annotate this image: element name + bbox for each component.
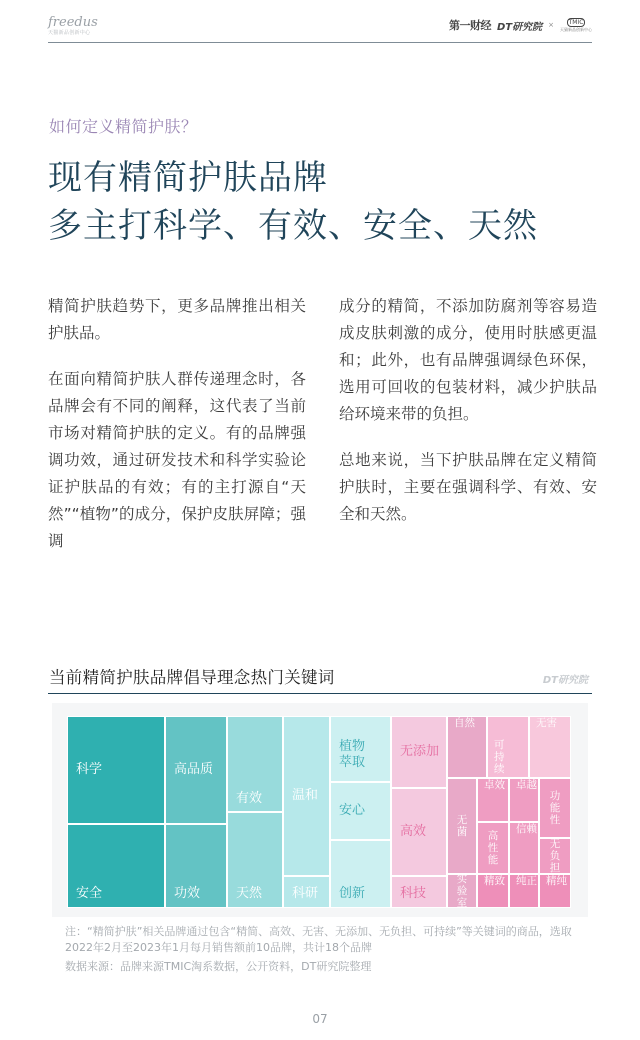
paragraph: 在面向精简护肤人群传递理念时，各品牌会有不同的阐释，这代表了当前市场对精简护肤的定义。有的品牌强调功效，通过研发技术和科学实验论证护肤品的有效；有的主打源自“天然”“植物”的成分，保护皮肤屏障；强调 xyxy=(48,370,306,550)
dt-logo: DT研究院 xyxy=(497,21,543,33)
treemap-cell xyxy=(227,716,283,812)
treemap-cell xyxy=(529,716,571,778)
treemap-label: 功效 xyxy=(174,886,201,901)
treemap-cell xyxy=(539,778,571,838)
page-header xyxy=(0,0,640,44)
treemap-cell xyxy=(539,838,571,874)
keyword-treemap xyxy=(67,716,571,908)
treemap-cell xyxy=(487,716,529,778)
treemap-label: 无负担 xyxy=(549,838,561,874)
paragraph: 精简护肤趋势下，更多品牌推出相关护肤品。 xyxy=(48,297,306,342)
treemap-cell xyxy=(330,716,391,782)
treemap-cell xyxy=(67,824,165,908)
treemap-cell xyxy=(477,822,509,874)
treemap-cell xyxy=(283,876,330,908)
treemap-label: 可持续 xyxy=(494,739,505,775)
treemap-cell xyxy=(391,716,447,788)
treemap-label: 科学 xyxy=(76,762,103,777)
treemap-label: 高性能 xyxy=(487,830,499,866)
chart-divider xyxy=(48,693,592,694)
treemap-cell xyxy=(165,716,227,824)
title-line-2: 多主打科学、有效、安全、天然 xyxy=(48,206,538,246)
section-kicker: 如何定义精简护肤？ xyxy=(49,117,198,136)
treemap-cell xyxy=(330,782,391,840)
page-title xyxy=(48,154,538,250)
treemap-label: 高效 xyxy=(400,824,427,839)
chart-notes xyxy=(65,924,585,978)
treemap-label: 无菌 xyxy=(456,814,468,838)
treemap-cell xyxy=(391,876,447,908)
tmic-logo: TMIC 天猫新品创新中心 xyxy=(560,19,592,32)
treemap-label: 科研 xyxy=(292,886,319,901)
page-number: 07 xyxy=(312,1012,328,1026)
chart-note: 注：“精简护肤”相关品牌通过包含“精简、高效、无害、无添加、无负担、可持续”等关键词的商品，选取2022年2月至2023年1月每月销售额前10品牌，共计18个品牌 xyxy=(65,925,572,954)
treemap-label: 无害 xyxy=(536,717,557,729)
chart-source: 数据来源：品牌来源TMIC淘系数据，公开资料，DT研究院整理 xyxy=(65,960,372,973)
body-column-left xyxy=(48,293,306,574)
body-column-right xyxy=(339,293,597,547)
treemap-label: 卓效 xyxy=(484,779,505,791)
treemap-cell xyxy=(509,778,539,822)
treemap-cell xyxy=(477,778,509,822)
treemap-cell xyxy=(447,716,487,778)
treemap-label: 安心 xyxy=(339,803,366,818)
treemap-label: 有效 xyxy=(236,791,263,806)
treemap-cell xyxy=(391,788,447,876)
title-line-1: 现有精简护肤品牌 xyxy=(48,158,328,198)
treemap-label: 科技 xyxy=(400,886,427,901)
header-divider xyxy=(48,42,592,43)
treemap-label: 温和 xyxy=(292,788,319,803)
treemap-label: 卓越 xyxy=(516,779,537,791)
treemap-cell xyxy=(330,840,391,908)
treemap-cell xyxy=(447,874,477,908)
treemap-label: 无添加 xyxy=(400,744,440,759)
treemap-cell xyxy=(165,824,227,908)
freedus-logo: freedus 天猫新品创新中心 xyxy=(48,15,98,36)
treemap-label: 实验室 xyxy=(456,873,468,909)
treemap-label: 植物萃取 xyxy=(339,739,366,770)
treemap-label: 信赖 xyxy=(516,823,537,835)
paragraph: 总地来说，当下护肤品牌在定义精简护肤时，主要在强调科学、有效、安全和天然。 xyxy=(339,451,597,523)
treemap-label: 精纯 xyxy=(546,875,567,887)
paragraph: 成分的精简，不添加防腐剂等容易造成皮肤刺激的成分，使用时肤感更温和；此外，也有品牌强调绿色环保，选用可回收的包装材料，减少护肤品给环境来带的负担。 xyxy=(339,297,597,423)
treemap-cell xyxy=(539,874,571,908)
chart-title: 当前精简护肤品牌倡导理念热门关键词 xyxy=(49,668,335,687)
treemap-label: 创新 xyxy=(339,886,366,901)
treemap-cell xyxy=(227,812,283,908)
treemap-label: 安全 xyxy=(76,886,103,901)
treemap-label: 天然 xyxy=(236,886,263,901)
treemap-cell xyxy=(477,874,509,908)
partner-logos xyxy=(449,17,592,33)
treemap-label: 功能性 xyxy=(549,790,561,826)
treemap-label: 自然 xyxy=(454,717,475,729)
treemap-cell xyxy=(509,822,539,874)
chart-brand-watermark: DT研究院 xyxy=(542,675,588,686)
treemap-cell xyxy=(447,778,477,874)
treemap-label: 高品质 xyxy=(174,762,214,777)
separator-icon: × xyxy=(548,21,554,29)
treemap-cell xyxy=(67,716,165,824)
treemap-label: 精致 xyxy=(484,875,505,887)
treemap-label: 纯正 xyxy=(516,875,537,887)
yicai-logo: 第一财经 xyxy=(449,19,491,32)
treemap-cell xyxy=(509,874,539,908)
treemap-cell xyxy=(283,716,330,876)
